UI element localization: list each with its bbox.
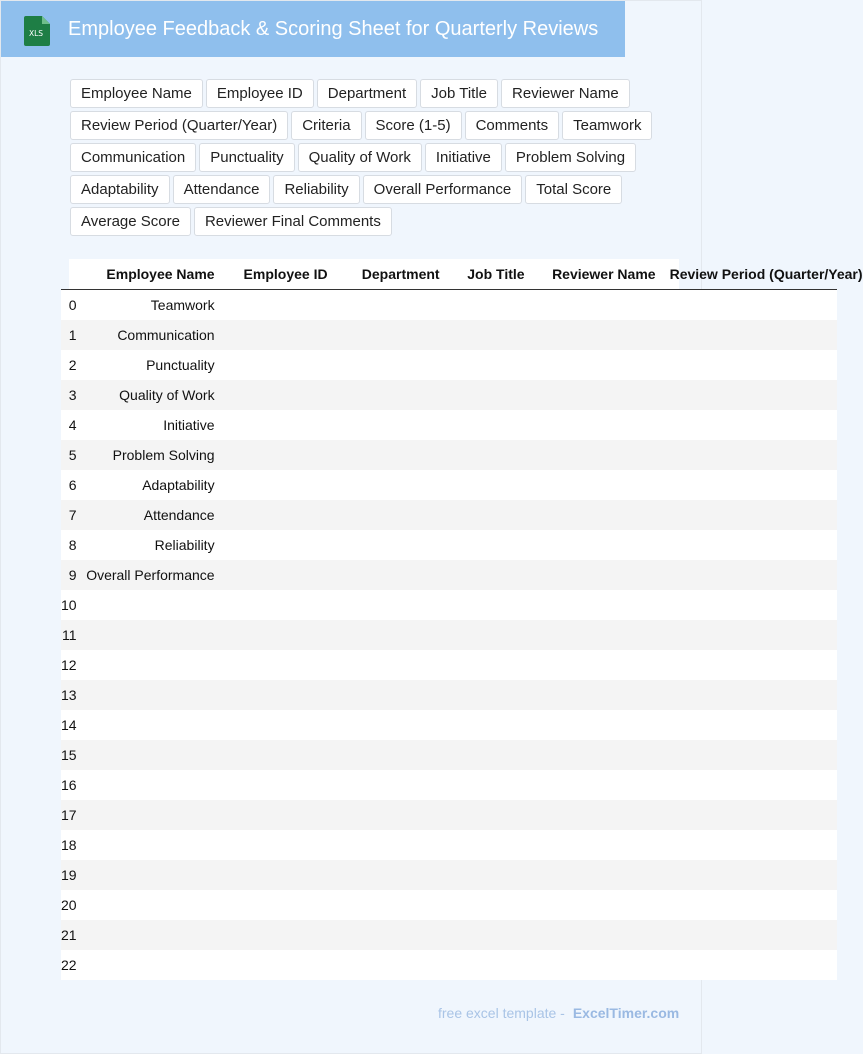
row-index: 19	[61, 860, 77, 890]
employee-name-cell: Attendance	[77, 500, 222, 530]
employee-name-cell	[77, 890, 222, 920]
table-cell	[222, 860, 335, 890]
table-row	[61, 920, 837, 950]
table-cell	[663, 560, 837, 590]
row-index: 13	[61, 680, 77, 710]
row-index: 10	[61, 590, 77, 620]
table-cell	[447, 410, 532, 440]
table-cell	[663, 530, 837, 560]
table-row	[61, 620, 837, 650]
table-row	[61, 590, 837, 620]
table-cell	[663, 650, 837, 680]
table-cell	[663, 350, 837, 380]
header-bar	[1, 1, 625, 57]
employee-name-cell: Teamwork	[77, 290, 222, 321]
table-cell	[663, 320, 837, 350]
row-index: 4	[61, 410, 77, 440]
table-cell	[532, 800, 663, 830]
row-index: 8	[61, 530, 77, 560]
table-cell	[335, 560, 447, 590]
table-cell	[532, 530, 663, 560]
table-cell	[447, 290, 532, 321]
row-index: 15	[61, 740, 77, 770]
table-cell	[447, 800, 532, 830]
table-row	[61, 800, 837, 830]
table-row	[61, 410, 837, 440]
table-cell	[447, 590, 532, 620]
table-cell	[663, 800, 837, 830]
table-row	[61, 740, 837, 770]
table-cell	[532, 470, 663, 500]
row-index: 7	[61, 500, 77, 530]
table-cell	[663, 770, 837, 800]
row-index: 14	[61, 710, 77, 740]
table-cell	[663, 440, 837, 470]
table-cell	[532, 890, 663, 920]
field-tag: Job Title	[420, 79, 498, 108]
employee-name-cell: Punctuality	[77, 350, 222, 380]
table-cell	[663, 740, 837, 770]
employee-name-cell	[77, 650, 222, 680]
table-cell	[663, 410, 837, 440]
employee-name-cell	[77, 770, 222, 800]
table-cell	[532, 950, 663, 980]
table-cell	[335, 500, 447, 530]
table-cell	[532, 920, 663, 950]
table-cell	[532, 650, 663, 680]
table-cell	[663, 860, 837, 890]
employee-name-cell: Initiative	[77, 410, 222, 440]
table-cell	[222, 590, 335, 620]
employee-name-cell	[77, 920, 222, 950]
table-row	[61, 860, 837, 890]
row-index: 9	[61, 560, 77, 590]
field-tag: Employee Name	[70, 79, 203, 108]
table-cell	[335, 530, 447, 560]
table-cell	[532, 440, 663, 470]
page-title: Employee Feedback & Scoring Sheet for Quarterly Reviews	[68, 18, 599, 40]
table-cell	[447, 560, 532, 590]
employee-name-cell	[77, 860, 222, 890]
table-cell	[532, 410, 663, 440]
table-cell	[532, 350, 663, 380]
table-cell	[447, 680, 532, 710]
table-cell	[447, 950, 532, 980]
field-tag: Adaptability	[70, 175, 170, 204]
table-cell	[335, 710, 447, 740]
table-cell	[222, 680, 335, 710]
table-row	[61, 500, 837, 530]
row-index: 1	[61, 320, 77, 350]
table-cell	[335, 590, 447, 620]
column-header: Department	[335, 259, 447, 290]
footer-brand-link[interactable]: ExcelTimer.com	[572, 1005, 680, 1021]
row-index: 0	[61, 290, 77, 321]
footer-prefix: free excel template -	[438, 1005, 565, 1021]
table-row	[61, 380, 837, 410]
row-index: 5	[61, 440, 77, 470]
table-cell	[663, 500, 837, 530]
table-row	[61, 560, 837, 590]
table-cell	[532, 860, 663, 890]
field-tag: Review Period (Quarter/Year)	[70, 111, 288, 140]
table-cell	[222, 530, 335, 560]
table-cell	[447, 470, 532, 500]
field-tag: Average Score	[70, 207, 191, 236]
field-tag: Reviewer Name	[501, 79, 630, 108]
table-cell	[222, 830, 335, 860]
table-cell	[447, 650, 532, 680]
table-cell	[532, 740, 663, 770]
table-row	[61, 770, 837, 800]
table-cell	[335, 380, 447, 410]
table-cell	[532, 290, 663, 321]
column-header: Reviewer Name	[532, 259, 663, 290]
table-cell	[447, 500, 532, 530]
field-tag: Teamwork	[562, 111, 652, 140]
table-cell	[663, 710, 837, 740]
table-cell	[532, 500, 663, 530]
table-cell	[335, 740, 447, 770]
row-index: 11	[61, 620, 77, 650]
table-cell	[335, 650, 447, 680]
table-cell	[447, 830, 532, 860]
table-cell	[663, 890, 837, 920]
table-row	[61, 950, 837, 980]
table-cell	[447, 440, 532, 470]
field-tag: Punctuality	[199, 143, 294, 172]
table-cell	[335, 680, 447, 710]
table-cell	[532, 680, 663, 710]
table-cell	[222, 620, 335, 650]
table-cell	[532, 380, 663, 410]
table-cell	[532, 590, 663, 620]
excel-file-icon	[23, 16, 51, 46]
table-cell	[335, 320, 447, 350]
field-tag: Reviewer Final Comments	[194, 207, 392, 236]
table-cell	[532, 710, 663, 740]
table-cell	[222, 800, 335, 830]
employee-name-cell: Communication	[77, 320, 222, 350]
table-row	[61, 890, 837, 920]
field-tag: Initiative	[425, 143, 502, 172]
field-tag: Attendance	[173, 175, 271, 204]
table-cell	[222, 560, 335, 590]
table-row	[61, 470, 837, 500]
column-header: Review Period (Quarter/Year)	[663, 259, 837, 290]
table-cell	[335, 800, 447, 830]
employee-name-cell: Problem Solving	[77, 440, 222, 470]
table-cell	[663, 680, 837, 710]
table-cell	[447, 320, 532, 350]
table-cell	[335, 830, 447, 860]
table-cell	[222, 500, 335, 530]
row-index: 21	[61, 920, 77, 950]
employee-name-cell: Reliability	[77, 530, 222, 560]
table-row	[61, 830, 837, 860]
employee-name-cell	[77, 830, 222, 860]
table-cell	[335, 860, 447, 890]
table-cell	[447, 860, 532, 890]
table-header-row	[61, 259, 837, 290]
row-index: 20	[61, 890, 77, 920]
table-cell	[663, 590, 837, 620]
row-index: 17	[61, 800, 77, 830]
field-tag: Score (1-5)	[365, 111, 462, 140]
field-tag: Overall Performance	[363, 175, 523, 204]
table-cell	[222, 470, 335, 500]
table-row	[61, 440, 837, 470]
field-tag: Quality of Work	[298, 143, 422, 172]
row-index: 16	[61, 770, 77, 800]
employee-name-cell	[77, 680, 222, 710]
field-tag: Communication	[70, 143, 196, 172]
table-cell	[222, 650, 335, 680]
table-cell	[222, 890, 335, 920]
table-cell	[335, 770, 447, 800]
employee-name-cell	[77, 590, 222, 620]
table-row	[61, 320, 837, 350]
table-cell	[335, 290, 447, 321]
row-index: 6	[61, 470, 77, 500]
table-cell	[222, 410, 335, 440]
table-cell	[447, 920, 532, 950]
table-cell	[663, 290, 837, 321]
row-index: 3	[61, 380, 77, 410]
table-cell	[335, 350, 447, 380]
svg-text:XLS: XLS	[28, 29, 44, 38]
field-tag: Reliability	[273, 175, 359, 204]
table-cell	[663, 950, 837, 980]
table-cell	[222, 770, 335, 800]
table-cell	[222, 440, 335, 470]
field-tag: Department	[317, 79, 417, 108]
employee-name-cell: Adaptability	[77, 470, 222, 500]
field-tag: Problem Solving	[505, 143, 636, 172]
table-row	[61, 350, 837, 380]
table-row	[61, 650, 837, 680]
row-index: 2	[61, 350, 77, 380]
table-cell	[222, 380, 335, 410]
table-cell	[222, 920, 335, 950]
data-table	[61, 259, 863, 980]
row-index: 22	[61, 950, 77, 980]
table-cell	[532, 620, 663, 650]
field-tag: Comments	[465, 111, 560, 140]
table-cell	[335, 470, 447, 500]
table-cell	[532, 560, 663, 590]
table-row	[61, 710, 837, 740]
employee-name-cell	[77, 710, 222, 740]
column-header: Job Title	[447, 259, 532, 290]
table-cell	[447, 770, 532, 800]
table-cell	[335, 440, 447, 470]
table-cell	[447, 380, 532, 410]
column-header: Employee Name	[77, 259, 222, 290]
table-row	[61, 530, 837, 560]
table-row	[61, 680, 837, 710]
table-cell	[335, 620, 447, 650]
table-cell	[222, 350, 335, 380]
employee-name-cell: Quality of Work	[77, 380, 222, 410]
field-tag-list	[70, 79, 660, 236]
table-cell	[447, 740, 532, 770]
field-tag: Total Score	[525, 175, 622, 204]
column-header: Employee ID	[222, 259, 335, 290]
table-cell	[663, 830, 837, 860]
table-cell	[222, 740, 335, 770]
employee-name-cell	[77, 950, 222, 980]
table-cell	[335, 890, 447, 920]
row-index: 12	[61, 650, 77, 680]
table-cell	[447, 710, 532, 740]
table-cell	[663, 470, 837, 500]
field-tag: Criteria	[291, 111, 361, 140]
employee-name-cell	[77, 620, 222, 650]
table-cell	[663, 380, 837, 410]
table-cell	[222, 320, 335, 350]
table-cell	[447, 890, 532, 920]
table-cell	[447, 620, 532, 650]
index-column-header	[61, 259, 77, 290]
table-cell	[222, 710, 335, 740]
employee-name-cell	[77, 740, 222, 770]
field-tag: Employee ID	[206, 79, 314, 108]
table-cell	[222, 950, 335, 980]
table-cell	[447, 350, 532, 380]
table-cell	[335, 410, 447, 440]
table-cell	[335, 950, 447, 980]
footer-credit	[438, 1005, 679, 1021]
table-cell	[447, 530, 532, 560]
table-cell	[335, 920, 447, 950]
table-cell	[663, 620, 837, 650]
table-row	[61, 290, 837, 321]
table-cell	[532, 320, 663, 350]
table-cell	[532, 770, 663, 800]
table-cell	[663, 920, 837, 950]
row-index: 18	[61, 830, 77, 860]
table-cell	[532, 830, 663, 860]
employee-name-cell: Overall Performance	[77, 560, 222, 590]
employee-name-cell	[77, 800, 222, 830]
table-cell	[222, 290, 335, 321]
